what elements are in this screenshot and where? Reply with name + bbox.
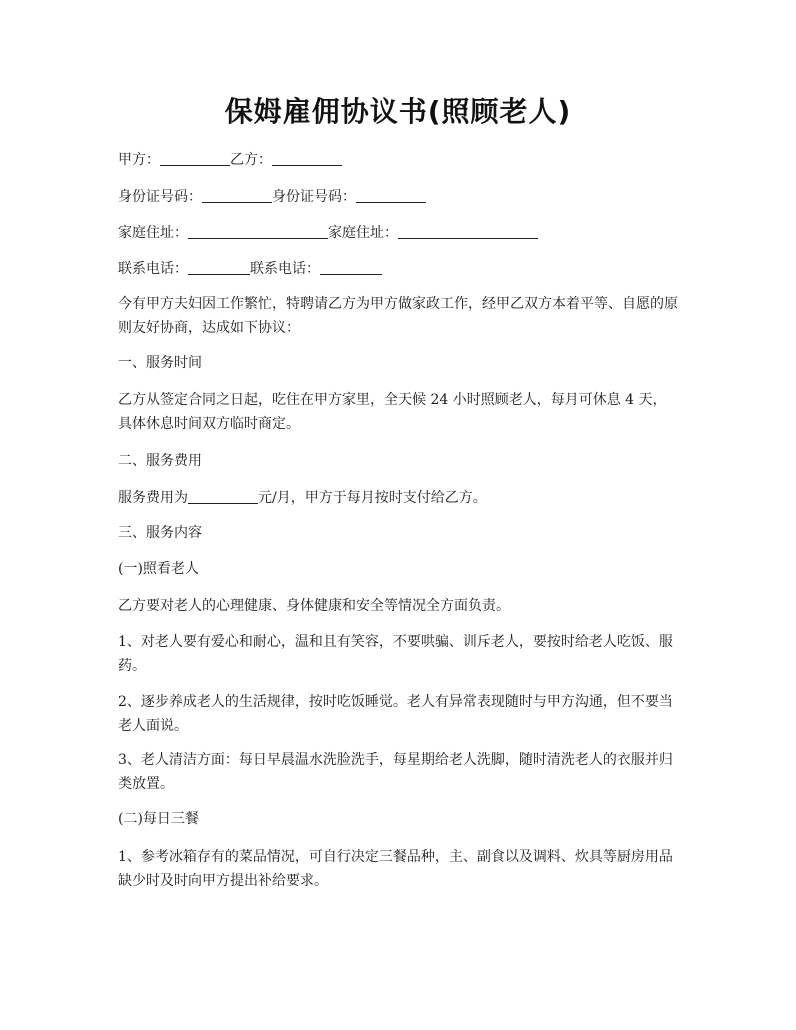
party-b-phone-blank[interactable] (320, 260, 382, 275)
id-numbers-line (118, 186, 678, 208)
phone-line (118, 258, 678, 280)
document-title: 保姆雇佣协议书(照顾老人) (224, 95, 572, 128)
care-item-1: 1、对老人要有爱心和耐心，温和且有笑容，不要哄骗、训斥老人，要按时给老人吃饭、服药。 (118, 634, 673, 674)
section-2-heading: 二、服务费用 (118, 453, 202, 469)
party-names-line (118, 149, 678, 171)
fee-amount-blank[interactable] (188, 489, 258, 504)
party-b-blank[interactable] (272, 151, 342, 166)
party-b-id-label: 身份证号码： (272, 189, 356, 205)
intro-paragraph: 今有甲方夫妇因工作繁忙，特聘请乙方为甲方做家政工作，经甲乙双方本着平等、自愿的原则友好协商，达成如下协议： (118, 296, 678, 336)
section-1-heading: 一、服务时间 (118, 355, 202, 371)
party-b-phone-label: 联系电话： (250, 261, 320, 277)
address-line (118, 222, 678, 244)
meal-item-1: 1、参考冰箱存有的菜品情况，可自行决定三餐品种，主、副食以及调料、炊具等厨房用品缺少时及时向甲方提出补给要求。 (118, 849, 673, 889)
party-a-address-label: 家庭住址： (118, 225, 188, 241)
party-b-address-blank[interactable] (398, 224, 538, 239)
party-a-address-blank[interactable] (188, 224, 328, 239)
party-b-label: 乙方： (230, 152, 272, 168)
party-a-id-blank[interactable] (202, 188, 272, 203)
subsection-1-heading: (一)照看老人 (118, 561, 199, 577)
subsection-2-heading: (二)每日三餐 (118, 811, 199, 827)
party-a-phone-label: 联系电话： (118, 261, 188, 277)
party-a-label: 甲方： (118, 152, 160, 168)
subsection-1-intro: 乙方要对老人的心理健康、身体健康和安全等情况全方面负责。 (118, 598, 510, 614)
fee-prefix: 服务费用为 (118, 490, 188, 506)
party-b-address-label: 家庭住址： (328, 225, 398, 241)
party-a-phone-blank[interactable] (188, 260, 250, 275)
section-3-heading: 三、服务内容 (118, 525, 202, 541)
party-a-id-label: 身份证号码： (118, 189, 202, 205)
fee-suffix: 元/月，甲方于每月按时支付给乙方。 (258, 490, 487, 506)
section-1-text: 乙方从签定合同之日起，吃住在甲方家里，全天候 24 小时照顾老人，每月可休息 4 天，具体休息时间双方临时商定。 (118, 392, 667, 432)
party-a-blank[interactable] (160, 151, 230, 166)
care-item-3: 3、老人清洁方面：每日早晨温水洗脸洗手，每星期给老人洗脚，随时清洗老人的衣服并归类放置。 (118, 752, 673, 792)
care-item-2: 2、逐步养成老人的生活规律，按时吃饭睡觉。老人有异常表现随时与甲方沟通，但不要当老人面说。 (118, 694, 673, 734)
party-b-id-blank[interactable] (356, 188, 426, 203)
section-2-text (118, 487, 678, 509)
